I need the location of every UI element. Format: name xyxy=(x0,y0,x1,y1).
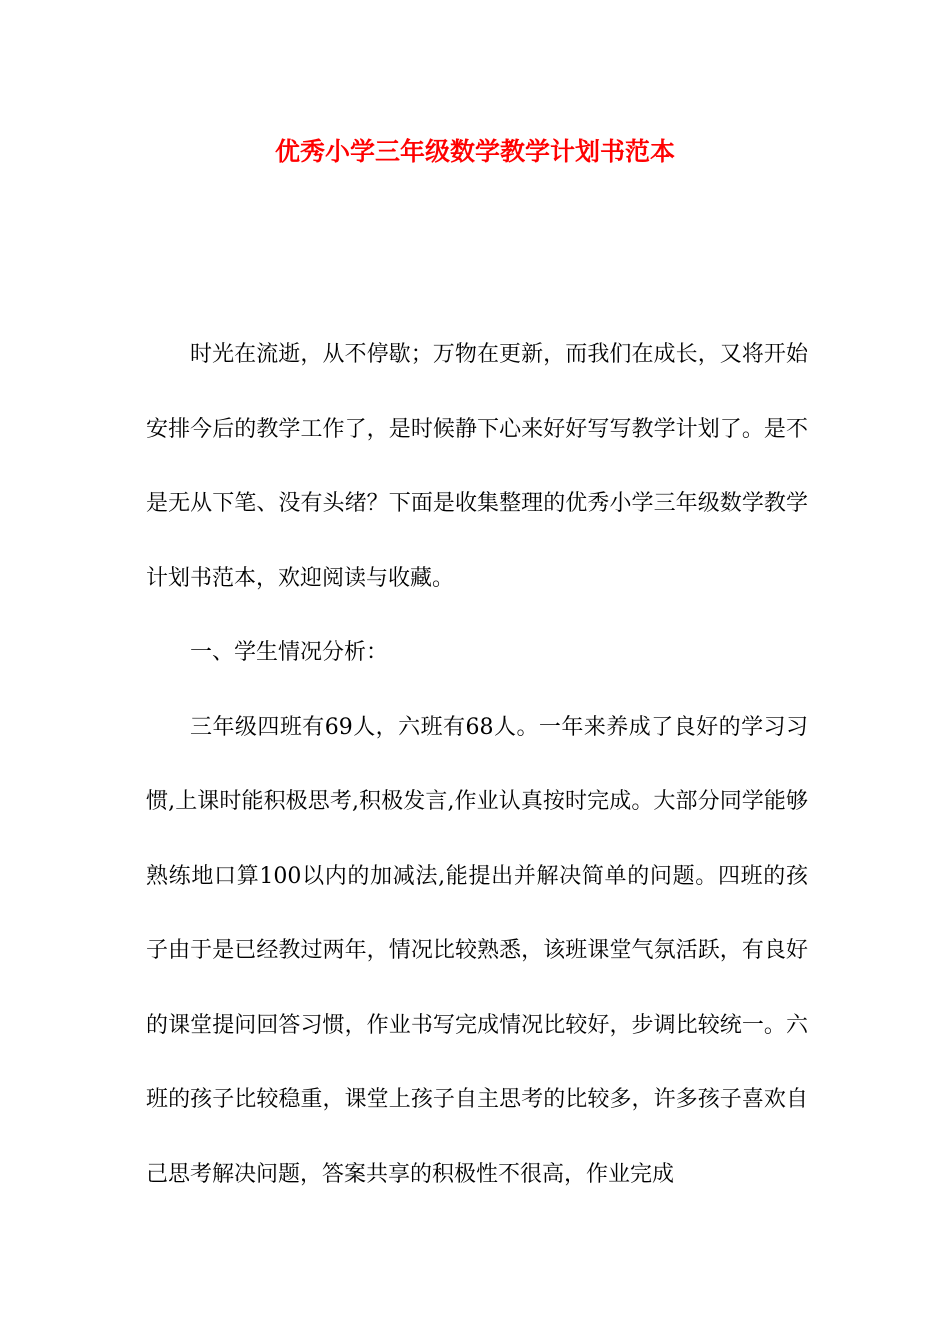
document-title: 优秀小学三年级数学教学计划书范本 xyxy=(274,137,675,166)
document-body xyxy=(146,318,808,1212)
paragraph-student-analysis: 三年级四班有69人，六班有68人。一年来养成了良好的学习习惯,上课时能积极思考,积极发言,作业认真按时完成。大部分同学能够熟练地口算100以内的加减法,能提出并解决简单的问题。四班的孩子由于是已经教过两年，情况比较熟悉，该班课堂气氛活跃，有良好的课堂提问回答习惯，作业书写完成情况比较好，步调比较统一。六班的孩子比较稳重，课堂上孩子自主思考的比较多，许多孩子喜欢自己思考解决问题，答案共享的积极性不很高，作业完成 xyxy=(146,714,808,1187)
section-heading-student-analysis: 一、学生情况分析： xyxy=(190,640,389,665)
paragraph-intro: 时光在流逝，从不停歇；万物在更新，而我们在成长，又将开始安排今后的教学工作了，是时候静下心来好好写写教学计划了。是不是无从下笔、没有头绪？下面是收集整理的优秀小学三年级数学教学计划书范本，欢迎阅读与收藏。 xyxy=(146,342,808,591)
